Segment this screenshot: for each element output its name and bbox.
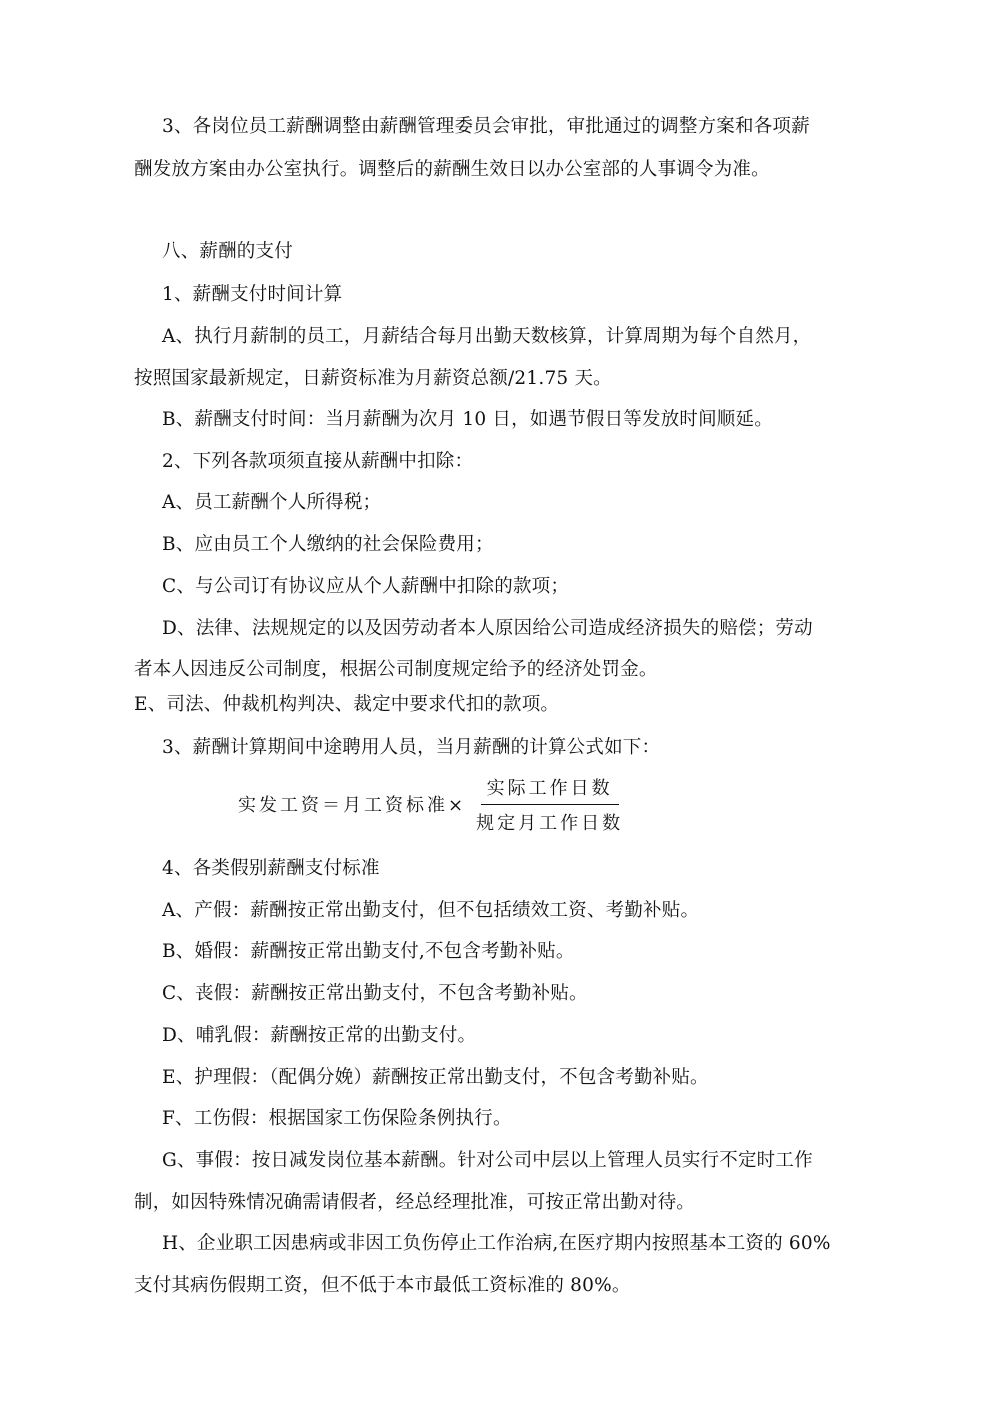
formula-fraction [470, 774, 629, 835]
paragraph-line: E、司法、仲裁机构判决、裁定中要求代扣的款项。 [134, 694, 560, 715]
paragraph-line: B、薪酬支付时间：当月薪酬为次月 10 日，如遇节假日等发放时间顺延。 [162, 409, 773, 430]
paragraph-line: 4、各类假别薪酬支付标准 [162, 858, 380, 879]
paragraph-line: 支付其病伤假期工资，但不低于本市最低工资标准的 80%。 [134, 1275, 631, 1296]
paragraph-line: A、员工薪酬个人所得税； [162, 492, 382, 513]
paragraph-line: C、与公司订有协议应从个人薪酬中扣除的款项； [162, 576, 570, 597]
paragraph-line: B、应由员工个人缴纳的社会保险费用； [162, 534, 494, 555]
paragraph-line: 者本人因违反公司制度，根据公司制度规定给予的经济处罚金。 [134, 659, 658, 680]
paragraph-line: D、法律、法规规定的以及因劳动者本人原因给公司造成经济损失的赔偿；劳动 [162, 618, 813, 639]
paragraph-line: E、护理假：（配偶分娩）薪酬按正常出勤支付，不包含考勤补贴。 [162, 1067, 709, 1088]
paragraph-line: 1、薪酬支付时间计算 [162, 284, 343, 305]
paragraph-line: 3、薪酬计算期间中途聘用人员，当月薪酬的计算公式如下： [162, 737, 661, 758]
paragraph-line: 2、下列各款项须直接从薪酬中扣除： [162, 451, 474, 472]
paragraph-line: H、企业职工因患病或非因工负伤停止工作治病,在医疗期内按照基本工资的 60% [162, 1233, 831, 1254]
section-heading: 八、薪酬的支付 [162, 241, 293, 262]
paragraph-line: 酬发放方案由办公室执行。调整后的薪酬生效日以办公室部的人事调令为准。 [134, 159, 770, 180]
paragraph-line: 按照国家最新规定，日薪资标准为月薪资总额/21.75 天。 [134, 368, 612, 389]
paragraph-line: A、产假：薪酬按正常出勤支付，但不包括绩效工资、考勤补贴。 [162, 900, 700, 921]
paragraph-line: F、工伤假：根据国家工伤保险条例执行。 [162, 1108, 512, 1129]
paragraph-line: 3、各岗位员工薪酬调整由薪酬管理委员会审批，审批通过的调整方案和各项薪 [162, 116, 810, 137]
paragraph-line: A、执行月薪制的员工，月薪结合每月出勤天数核算，计算周期为每个自然月， [162, 326, 812, 347]
paragraph-line: D、哺乳假：薪酬按正常的出勤支付。 [162, 1025, 477, 1046]
paragraph-line: C、丧假：薪酬按正常出勤支付，不包含考勤补贴。 [162, 983, 588, 1004]
paragraph-line: B、婚假：薪酬按正常出勤支付,不包含考勤补贴。 [162, 941, 575, 962]
salary-formula [238, 774, 629, 834]
paragraph-line: G、事假：按日减发岗位基本薪酬。针对公司中层以上管理人员实行不定时工作 [162, 1150, 813, 1171]
paragraph-line: 制，如因特殊情况确需请假者，经总经理批准，可按正常出勤对待。 [134, 1192, 696, 1213]
formula-lhs: 实发工资＝月工资标准× [238, 795, 467, 816]
formula-denominator: 规定月工作日数 [476, 812, 624, 834]
formula-numerator: 实际工作日数 [481, 774, 619, 805]
